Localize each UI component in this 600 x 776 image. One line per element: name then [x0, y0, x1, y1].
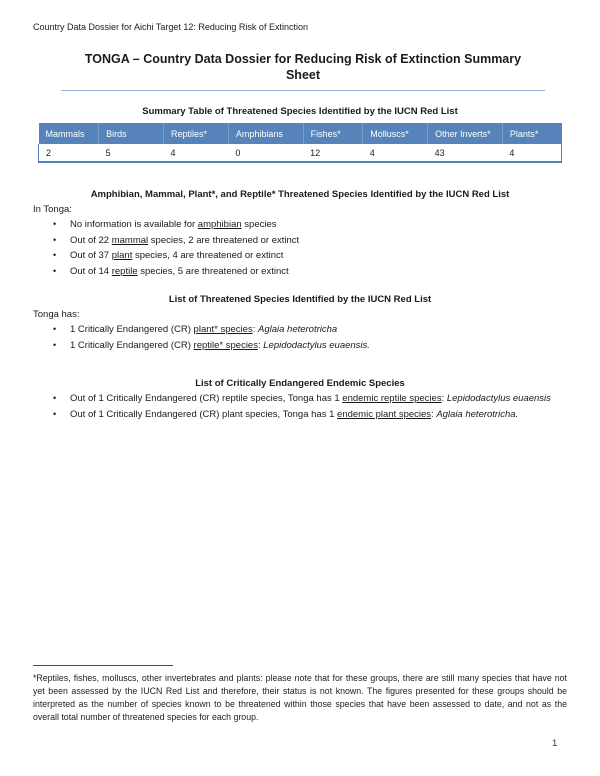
species-name-italic: Aglaia heterotricha. [436, 408, 519, 420]
page-title-line2: Sheet [285, 68, 321, 82]
bullet-icon: • [53, 234, 57, 245]
list-item [33, 391, 567, 407]
text-segment: 1 Critically Endangered (CR) [70, 324, 194, 335]
summary-table-header-cell: Molluscs* [363, 123, 428, 144]
text-segment: : [252, 324, 258, 335]
text-segment: Out of 1 Critically Endangered (CR) reptile species, Tonga has 1 [70, 393, 343, 404]
section-endemic-species-list [33, 378, 567, 422]
underlined-text: plant* species [193, 324, 253, 335]
summary-table-header-cell: Amphibians [228, 123, 303, 144]
footnote-text: *Reptiles, fishes, molluscs, other invertebrates and plants: please note that for these groups, there are still many species that have not yet been assessed by the IUCN Red List and therefore, their status is not known. The figures presented for these groups should be interpreted as the number of species known to be threatened within those species that have been assessed to date, and not as the overall total number of threatened species for each group. [33, 673, 567, 722]
text-segment: : [431, 408, 437, 420]
summary-table [38, 123, 562, 163]
underlined-text: reptile* species [193, 339, 258, 351]
list-item [33, 407, 567, 423]
underlined-text: amphibian [197, 219, 242, 230]
underlined-text: endemic reptile species [342, 393, 442, 404]
text-segment: : [257, 339, 264, 351]
bullet-icon: • [53, 393, 57, 403]
summary-table-value-cell: 2 [39, 144, 99, 162]
text-segment: species, 4 are threatened or extinct [132, 250, 284, 261]
underlined-text: reptile [111, 265, 138, 277]
text-segment: Out of 22 [70, 234, 112, 246]
summary-table-header-cell: Plants* [502, 123, 561, 144]
underlined-text: endemic plant species [337, 408, 432, 420]
underlined-text: mammal [111, 234, 149, 246]
list-item [33, 264, 567, 280]
page-number: 1 [552, 738, 558, 749]
summary-table-header-cell: Birds [99, 123, 164, 144]
bullet-icon: • [53, 219, 57, 229]
bullet-icon: • [53, 324, 57, 334]
list-item [33, 338, 567, 354]
footnote [33, 665, 567, 724]
page-title [61, 51, 545, 91]
text-segment: species, 5 are threatened or extinct [137, 265, 289, 277]
bullet-list [33, 322, 567, 353]
text-segment: Out of 37 [70, 250, 112, 261]
text-segment: species, 2 are threatened or extinct [148, 234, 300, 246]
bullet-icon: • [53, 339, 57, 350]
summary-table-header-cell: Fishes* [303, 123, 363, 144]
summary-table-value-cell: 12 [303, 144, 363, 162]
summary-table-value-cell: 4 [163, 144, 228, 162]
summary-table-header-row [39, 123, 562, 144]
section-heading: Amphibian, Mammal, Plant*, and Reptile* Threatened Species Identified by the IUCN Red List [90, 189, 510, 200]
text-segment: Out of 14 [70, 265, 112, 277]
list-item [33, 248, 567, 264]
page-title-line1: TONGA – Country Data Dossier for Reducing Risk of Extinction Summary [84, 52, 522, 66]
summary-table-header-cell: Other Inverts* [428, 123, 503, 144]
list-item [33, 322, 567, 338]
section-heading: List of Threatened Species Identified by the IUCN Red List [168, 294, 432, 305]
summary-table-header-cell: Reptiles* [163, 123, 228, 144]
section-threatened-species-list [33, 294, 567, 353]
section-heading: List of Critically Endangered Endemic Species [195, 378, 405, 389]
bullet-icon: • [53, 250, 57, 260]
bullet-icon: • [53, 265, 57, 276]
document-header-text: Country Data Dossier for Aichi Target 12: Reducing Risk of Extinction [33, 22, 308, 32]
text-segment: Out of 1 Critically Endangered (CR) plant species, Tonga has 1 [70, 408, 338, 420]
bullet-icon: • [53, 408, 57, 419]
summary-table-data-row [39, 144, 562, 162]
list-item [33, 233, 567, 249]
text-segment: species [241, 219, 277, 230]
bullet-list [33, 217, 567, 279]
text-segment: : [441, 393, 447, 404]
summary-table-value-cell: 5 [99, 144, 164, 162]
summary-table-caption: Summary Table of Threatened Species Identified by the IUCN Red List [142, 106, 458, 117]
bullet-list [33, 391, 567, 422]
underlined-text: plant [111, 250, 133, 261]
section-intro: In Tonga: [33, 204, 72, 215]
section-amphibian-mammal-plant-reptile [33, 189, 567, 279]
summary-table-value-cell: 4 [363, 144, 428, 162]
species-name-italic: Aglaia heterotricha [257, 324, 338, 335]
footnote-separator [33, 665, 173, 666]
summary-table-header-cell: Mammals [39, 123, 99, 144]
species-name-italic: Lepidodactylus euaensis. [263, 339, 370, 351]
text-segment: No information is available for [70, 219, 198, 230]
summary-table-value-cell: 43 [428, 144, 503, 162]
section-intro: Tonga has: [33, 309, 80, 320]
list-item [33, 217, 567, 233]
species-name-italic: Lepidodactylus euaensis [446, 393, 551, 404]
summary-table-value-cell: 4 [502, 144, 561, 162]
text-segment: 1 Critically Endangered (CR) [70, 339, 194, 351]
summary-table-value-cell: 0 [228, 144, 303, 162]
